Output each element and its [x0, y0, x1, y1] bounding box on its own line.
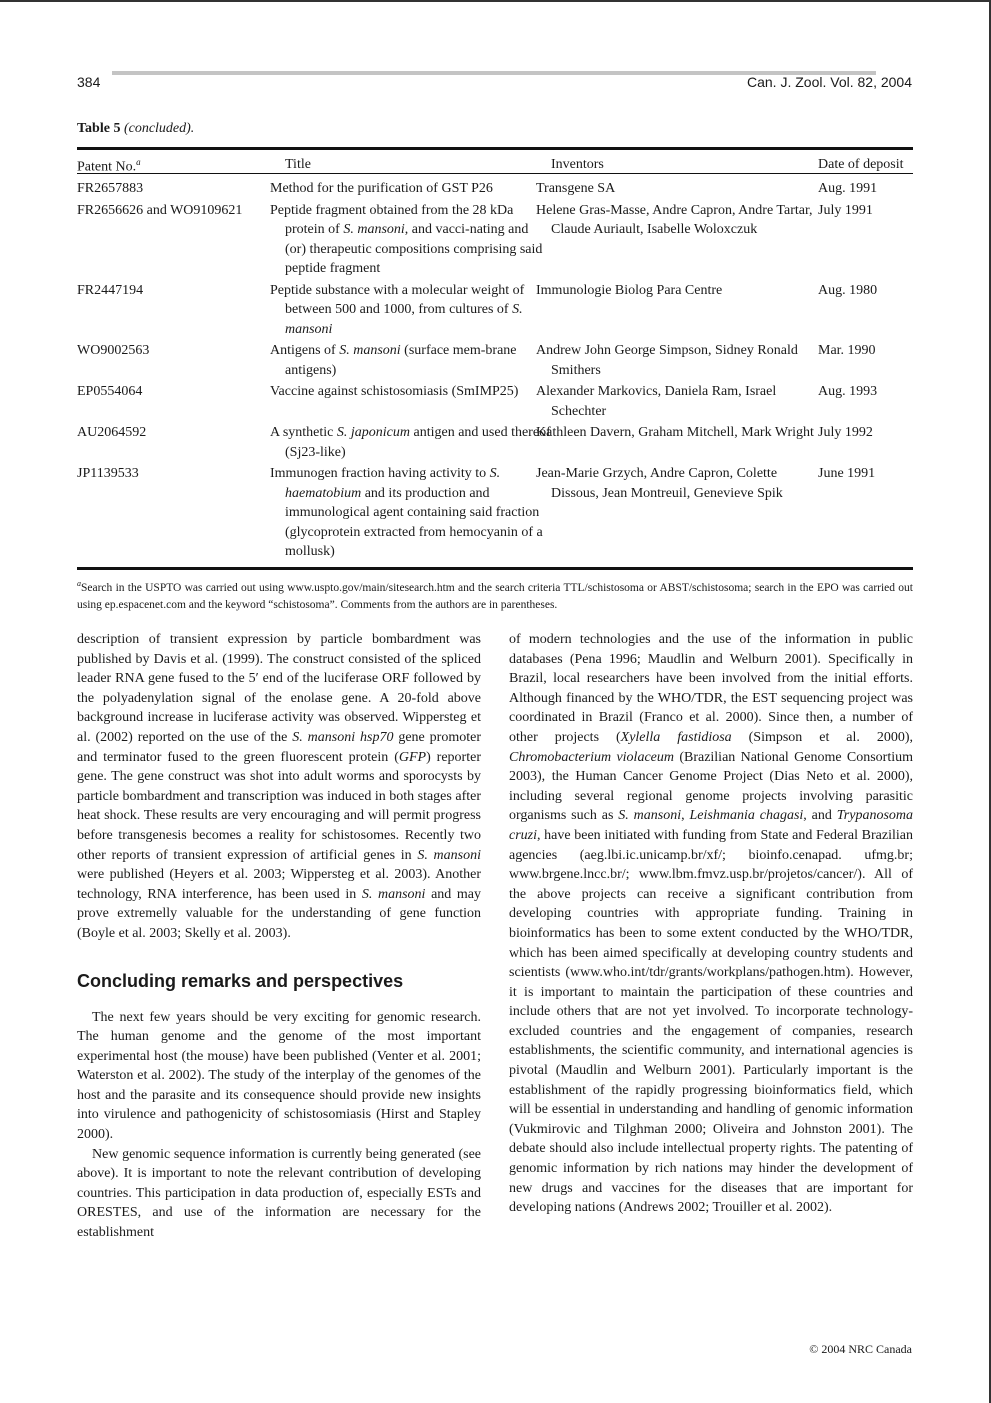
cell-inventors: Immunologie Biolog Para Centre: [536, 282, 723, 298]
table-row: [77, 382, 913, 423]
cell-title: [270, 423, 551, 464]
cell-title: [270, 281, 551, 342]
left-column: [77, 630, 481, 1243]
cell-title: [270, 464, 551, 564]
right-column: [509, 630, 913, 1218]
cell-patent: FR2447194: [77, 282, 144, 298]
table-top-rule: [77, 147, 913, 150]
cell-inventors: Kathleen Davern, Graham Mitchell, Mark Wright: [536, 425, 814, 441]
cell-title: [270, 341, 551, 382]
cell-patent: EP0554064: [77, 384, 143, 400]
cell-inventors: Transgene SA: [536, 181, 616, 197]
cell-title: Vaccine against schistosomiasis (SmIMP25): [270, 384, 519, 400]
cell-inventors: Alexander Markovics, Daniela Ram, Israel Schechter: [536, 384, 777, 419]
title-text: Peptide substance with a molecular weight of between 500 and 1000, from cultures of S. mansoni: [270, 282, 525, 337]
footnote-text: Search in the USPTO was carried out using www.uspto.gov/main/sitesearch.htm and the search criteria TTL/schistosoma or ABST/schistosoma; search in the EPO was carried out using ep.espacenet.com and the keyword “schistosoma”. Comments from the authors are in parentheses.: [77, 581, 913, 611]
table-caption-label: Table 5: [77, 121, 121, 136]
copyright-notice: © 2004 NRC Canada: [809, 1342, 912, 1356]
cell-inventors: Andrew John George Simpson, Sidney Ronald Smithers: [536, 343, 798, 378]
page-number: 384: [77, 74, 101, 90]
table-row: [77, 464, 913, 564]
cell-patent: WO9002563: [77, 343, 150, 359]
section-heading: Concluding remarks and perspectives: [77, 970, 404, 991]
cell-date: Aug. 1993: [818, 384, 878, 400]
title-text: Antigens of S. mansoni (surface mem-brane antigens): [270, 343, 517, 378]
cell-patent: FR2656626 and WO9109621: [77, 202, 243, 218]
footnote-mark: a: [77, 579, 81, 588]
cell-date: Aug. 1991: [818, 181, 878, 197]
cell-patent: FR2657883: [77, 181, 144, 197]
col-header-date: Date of deposit: [818, 157, 904, 173]
col-header-patent: Patent No.$^a$: [77, 157, 141, 175]
table-row: [77, 341, 913, 382]
col-header-inventors: Inventors: [551, 157, 604, 173]
table-row: [77, 201, 913, 281]
title-text: Peptide fragment obtained from the 28 kDa protein of S. mansoni, and vacci-nating and (or) therapeutic compositions comprising said peptide fragment: [270, 202, 543, 277]
cell-patent: AU2064592: [77, 425, 147, 441]
journal-citation: Can. J. Zool. Vol. 82, 2004: [747, 74, 912, 90]
table-footnote: [77, 575, 913, 614]
page-border-top: [0, 0, 991, 2]
cell-date: July 1992: [818, 425, 873, 441]
cell-date: Aug. 1980: [818, 282, 878, 298]
table-row: [77, 179, 913, 201]
table-row: [77, 281, 913, 342]
title-text: A synthetic S. japonicum antigen and used thereof (Sj23-like): [270, 425, 551, 460]
cell-date: Mar. 1990: [818, 343, 876, 359]
cell-title: [270, 201, 551, 281]
table-caption-suffix: (concluded).: [123, 121, 195, 136]
cell-date: June 1991: [818, 466, 876, 482]
col-header-title: Title: [285, 157, 311, 173]
body-paragraph: description of transient expression by particle bombardment was published by Davis et al. (1999). The construct consisted of the spliced leader RNA gene fused to the 5′ end of the luciferase ORF followed by the polyadenylation signal of the enolase gene. A 20-fold above background increase in luciferase activity was observed. Wippersteg et al. (2002) reported on the use of the S. mansoni hsp70 gene promoter and terminator fused to the green fluorescent protein (GFP) reporter gene. The gene construct was shot into adult worms and sporocysts by particle bombardment and transcription was induced in both stages after heat shock. These results are very encouraging and will permit progress before transgenesis becomes a reality for schistosomes. Recently two other reports of transient expression of artificial genes in S. mansoni were published (Heyers et al. 2003; Wippersteg et al. 2003). Another technology, RNA interference, has been used in S. mansoni and may prove extremelly valuable for the understanding of gene function (Boyle et al. 2003; Skelly et al. 2003).: [77, 632, 482, 941]
patents-table: [77, 152, 913, 564]
table-row: [77, 423, 913, 464]
cell-patent: JP1139533: [77, 466, 139, 482]
cell-inventors: Jean-Marie Grzych, Andre Capron, Colette Dissous, Jean Montreuil, Genevieve Spik: [536, 466, 783, 501]
cell-title: Method for the purification of GST P26: [270, 181, 493, 197]
cell-inventors: Helene Gras-Masse, Andre Capron, Andre Tartar, Claude Auriault, Isabelle Woloxczuk: [536, 202, 813, 238]
body-paragraph: New genomic sequence information is currently being generated (see above). It is important to note the relevant contribution of developing countries. This participation in data production of, especially ESTs and ORESTES, and use of the information are necessary for the establishment: [77, 1146, 481, 1241]
body-paragraph: of modern technologies and the use of the information in public databases (Pena 1996; Maudlin and Welburn 2001). Specifically in Brazil, local researchers have been involved from the initial efforts. Although financed by the WHO/TDR, the EST sequencing project was coordinated in Brazil (Franco et al. 2000). Since then, a number of other projects (Xylella fastidiosa (Simpson et al. 2000), Chromobacterium violaceum (Brazilian National Genome Consortium 2003), the Human Cancer Genome Project (Dias Neto et al. 2000), including several regional genome projects involving parasitic organisms such as S. mansoni, Leishmania chagasi, and Trypanosoma cruzi, have been initiated with funding from State and Federal Brazilian agencies (aeg.lbi.ic.unicamp.br/xf/; bioinfo.cenapad. ufmg.br; www.brgene.lncc.br/; www.lbm.fmvz.usp.br/projetos/cancer/). All of the above projects can receive a significant contribution from developing countries with appropriate funding. Training in bioinformatics has been to some extent conducted by the WHO/TDR, which has been aimed specifically at developing country students and scientists (www.who.int/tdr/grants/workplans/pathogen.htm). However, it is important to maintain the participation of these countries and include others that are not yet involved. To incorporate technology-excluded countries and the engagement of companies, research establishments, the scientific community, and international agencies is pivotal (Maudlin and Welburn 2001). Particularly important is the establishment of the rapidly progressing bioinformatics field, which will be essential in understanding and handling of genomic information (Vukmirovic and Tilghman 2000; Oliveira and Johnston 2001). The debate should also include intellectual property rights. The patenting of genomic information by rich nations may hinder the development of new drugs and vaccines for the diseases that are important for developing nations (Andrews 2002; Trouiller et al. 2002).: [509, 632, 914, 1216]
table-bottom-rule: [77, 567, 913, 570]
table-header-row: [77, 152, 913, 179]
body-paragraph: The next few years should be very exciting for genomic research. The human genome and the genome of the most important experimental host (the mouse) have been published (Venter et al. 2001; Waterston et al. 2002). The study of the interplay of the genomes of the host and the parasite and its consequence should provide new insights into virulence and pathogenicity of schistosomiasis (Hirst and Stapley 2000).: [77, 1009, 481, 1143]
table-caption: [77, 121, 194, 137]
title-text: Immunogen fraction having activity to S. haematobium and its production and immunological agent containing said fraction (glycoprotein extracted from hemocyanin of a mollusk): [270, 466, 543, 560]
cell-date: July 1991: [818, 202, 873, 218]
